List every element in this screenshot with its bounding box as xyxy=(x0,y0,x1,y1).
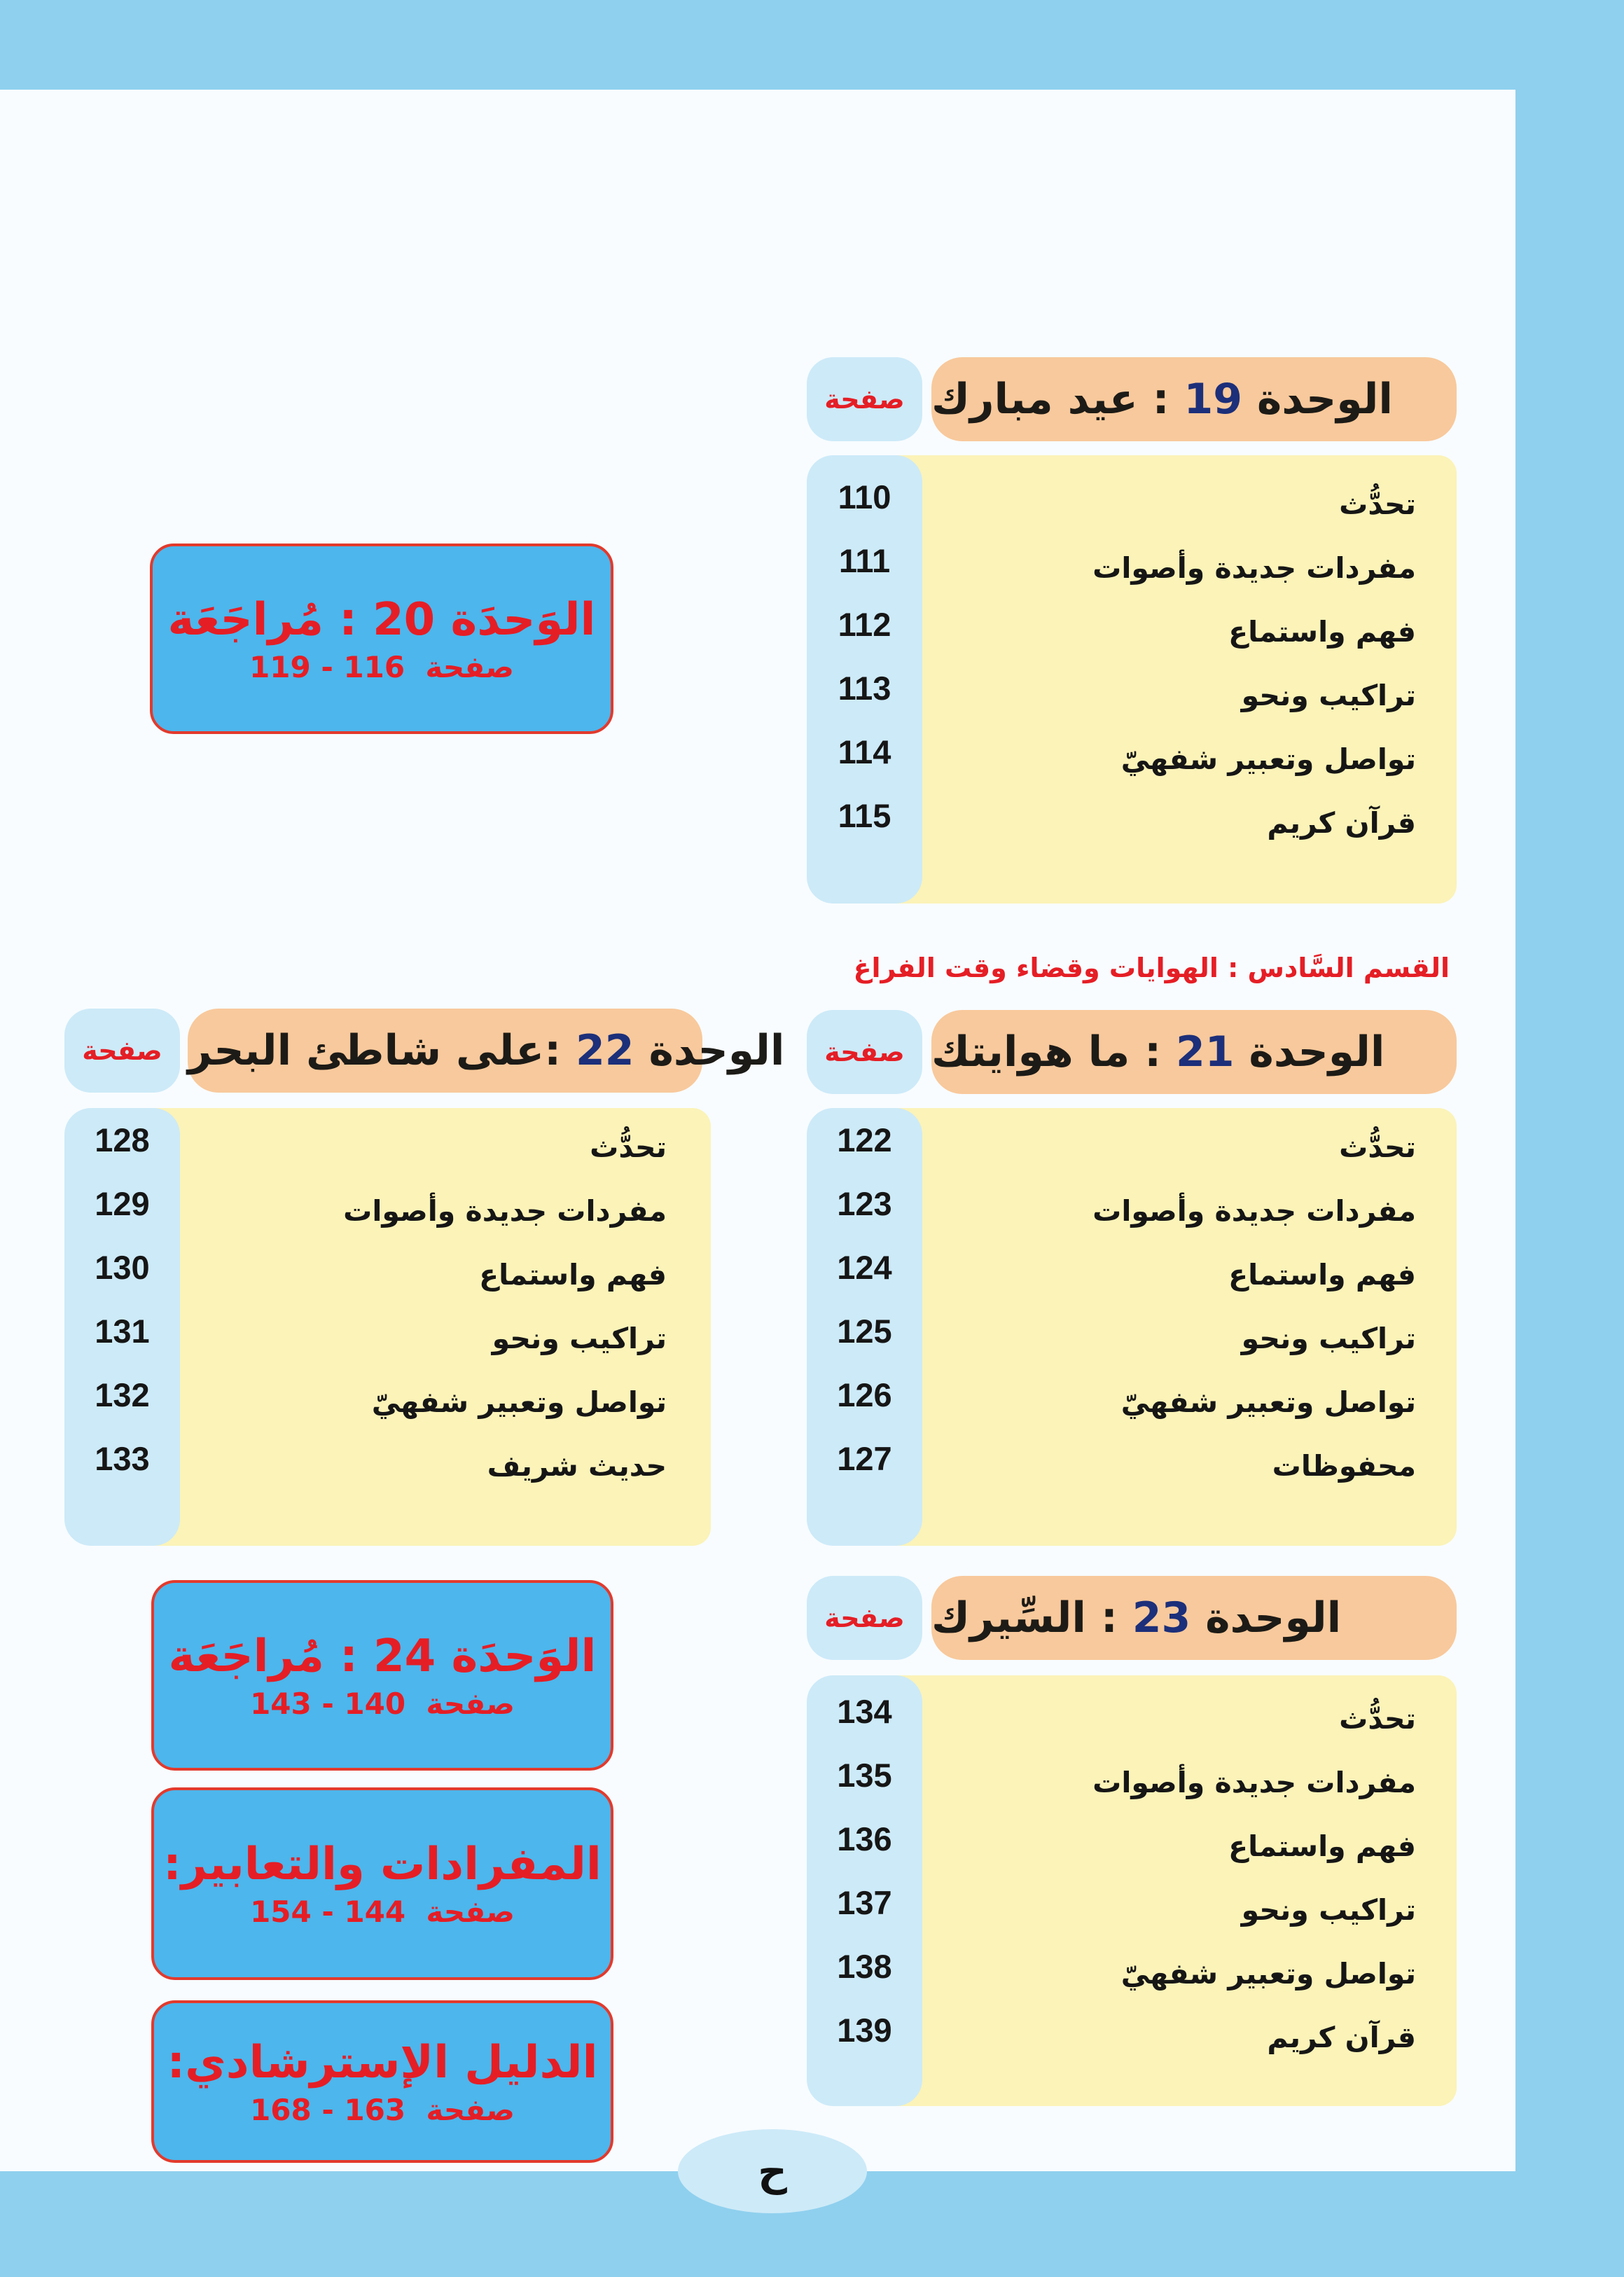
toc-row xyxy=(807,1882,1416,1946)
toc-row xyxy=(64,1119,667,1183)
toc-page-number: 137 xyxy=(837,1884,892,1921)
toc-page-number: 111 xyxy=(838,542,891,579)
toc-row xyxy=(807,540,1416,604)
toc-topic-label: تحدُّث xyxy=(1339,1702,1416,1736)
toc-topic-label: مفردات جديدة وأصوات xyxy=(1092,1194,1416,1228)
toc-row xyxy=(64,1183,667,1247)
toc-topic-label: تراكيب ونحو xyxy=(1241,679,1416,712)
toc-topic-label: فهم واستماع xyxy=(479,1258,667,1292)
toc-topic-label: قرآن كريم xyxy=(1267,2021,1416,2054)
unit-23-title: الوحدة 23 : السِّيرك xyxy=(931,1593,1342,1642)
toc-page-number: 113 xyxy=(838,670,891,707)
unit-22-rows xyxy=(64,1119,667,1539)
toc-page-number: 138 xyxy=(837,1948,892,1985)
toc-row xyxy=(807,1755,1416,1818)
unit-21-header xyxy=(931,1010,1457,1094)
toc-topic-label: تحدُّث xyxy=(1339,487,1416,521)
review-24-title: الوَحدَة 24 : مُراجَعَة xyxy=(168,1630,597,1682)
review-24-pages: صفحة 140 - 143 xyxy=(250,1686,515,1721)
toc-topic-label: مفردات جديدة وأصوات xyxy=(1092,1766,1416,1799)
toc-row xyxy=(807,731,1416,795)
unit-23-rows xyxy=(807,1691,1416,2111)
toc-row xyxy=(64,1374,667,1438)
unit-21-page-tag: صفحة xyxy=(807,1010,922,1094)
toc-page-number: 132 xyxy=(95,1376,150,1413)
unit-19-page-tag: صفحة xyxy=(807,357,922,441)
toc-topic-label: محفوظات xyxy=(1272,1449,1416,1483)
toc-page-number: 127 xyxy=(837,1440,892,1477)
toc-topic-label: فهم واستماع xyxy=(1228,615,1416,649)
review-24-box xyxy=(151,1580,613,1771)
toc-topic-label: تواصل وتعبير شفهيّ xyxy=(1120,742,1416,776)
toc-page-number: 123 xyxy=(837,1185,892,1222)
toc-topic-label: تراكيب ونحو xyxy=(492,1322,667,1355)
toc-topic-label: فهم واستماع xyxy=(1228,1829,1416,1863)
review-20-box xyxy=(150,544,613,734)
toc-row xyxy=(64,1310,667,1374)
unit-22-page-tag: صفحة xyxy=(64,1009,180,1093)
unit-22-header xyxy=(188,1009,785,1093)
guide-pages: صفحة 163 - 168 xyxy=(250,2092,515,2127)
toc-page-number: 129 xyxy=(95,1185,150,1222)
toc-topic-label: تواصل وتعبير شفهيّ xyxy=(371,1385,667,1419)
toc-topic-label: تواصل وتعبير شفهيّ xyxy=(1120,1385,1416,1419)
toc-topic-label: تحدُّث xyxy=(1339,1130,1416,1164)
toc-row xyxy=(807,1374,1416,1438)
toc-topic-label: حديث شريف xyxy=(487,1449,667,1483)
toc-page-number: 126 xyxy=(837,1376,892,1413)
vocabulary-box xyxy=(151,1787,613,1980)
toc-row xyxy=(807,1691,1416,1755)
vocabulary-title: المفرادات والتعابير: xyxy=(163,1839,602,1890)
toc-row xyxy=(64,1247,667,1310)
toc-page-number: 115 xyxy=(838,797,891,834)
toc-row xyxy=(807,604,1416,667)
toc-row xyxy=(807,1247,1416,1310)
toc-topic-label: فهم واستماع xyxy=(1228,1258,1416,1292)
toc-page-number: 114 xyxy=(838,733,891,770)
toc-page-number: 124 xyxy=(837,1249,892,1286)
toc-row xyxy=(64,1438,667,1502)
toc-row xyxy=(807,1946,1416,2009)
toc-topic-label: مفردات جديدة وأصوات xyxy=(343,1194,667,1228)
toc-topic-label: مفردات جديدة وأصوات xyxy=(1092,551,1416,585)
toc-row xyxy=(807,1183,1416,1247)
toc-topic-label: تراكيب ونحو xyxy=(1241,1893,1416,1927)
toc-page-number: 130 xyxy=(95,1249,150,1286)
toc-page-number: 110 xyxy=(838,478,891,515)
page-letter-badge: ح xyxy=(678,2129,867,2213)
toc-row xyxy=(807,1119,1416,1183)
toc-row xyxy=(807,667,1416,731)
toc-page-number: 135 xyxy=(837,1757,892,1794)
toc-page-number: 133 xyxy=(95,1440,150,1477)
unit-19-header xyxy=(931,357,1457,441)
vocabulary-pages: صفحة 144 - 154 xyxy=(250,1895,515,1929)
review-20-pages: صفحة 116 - 119 xyxy=(249,649,514,684)
section-6-heading: القسم السَّادس : الهوايات وقضاء وقت الفراغ xyxy=(853,953,1450,983)
toc-topic-label: قرآن كريم xyxy=(1267,806,1416,840)
toc-row xyxy=(807,1438,1416,1502)
unit-22-title: الوحدة 22 :على شاطئ البحر xyxy=(188,1026,785,1075)
review-20-title: الوَحدَة 20 : مُراجَعَة xyxy=(167,593,596,646)
toc-page-number: 139 xyxy=(837,2012,892,2049)
unit-23-header xyxy=(931,1576,1457,1660)
unit-21-title: الوحدة 21 : ما هوايتك xyxy=(931,1027,1385,1077)
toc-page-number: 131 xyxy=(95,1313,150,1350)
toc-row xyxy=(807,795,1416,859)
unit-19-rows xyxy=(807,476,1416,897)
guide-title: الدليل الإسترشادي: xyxy=(167,2036,598,2089)
toc-page-number: 112 xyxy=(838,606,891,643)
toc-row xyxy=(807,476,1416,540)
toc-row xyxy=(807,2009,1416,2073)
toc-page-number: 128 xyxy=(95,1121,150,1158)
toc-page-number: 122 xyxy=(837,1121,892,1158)
toc-topic-label: تواصل وتعبير شفهيّ xyxy=(1120,1957,1416,1991)
unit-23-page-tag: صفحة xyxy=(807,1576,922,1660)
toc-page-number: 125 xyxy=(837,1313,892,1350)
toc-topic-label: تراكيب ونحو xyxy=(1241,1322,1416,1355)
toc-topic-label: تحدُّث xyxy=(590,1130,667,1164)
toc-page-number: 136 xyxy=(837,1820,892,1857)
toc-row xyxy=(807,1818,1416,1882)
guide-box xyxy=(151,2000,613,2163)
unit-21-rows xyxy=(807,1119,1416,1539)
unit-19-title: الوحدة 19 : عيد مبارك xyxy=(931,375,1393,424)
toc-page-number: 134 xyxy=(837,1693,892,1730)
toc-row xyxy=(807,1310,1416,1374)
